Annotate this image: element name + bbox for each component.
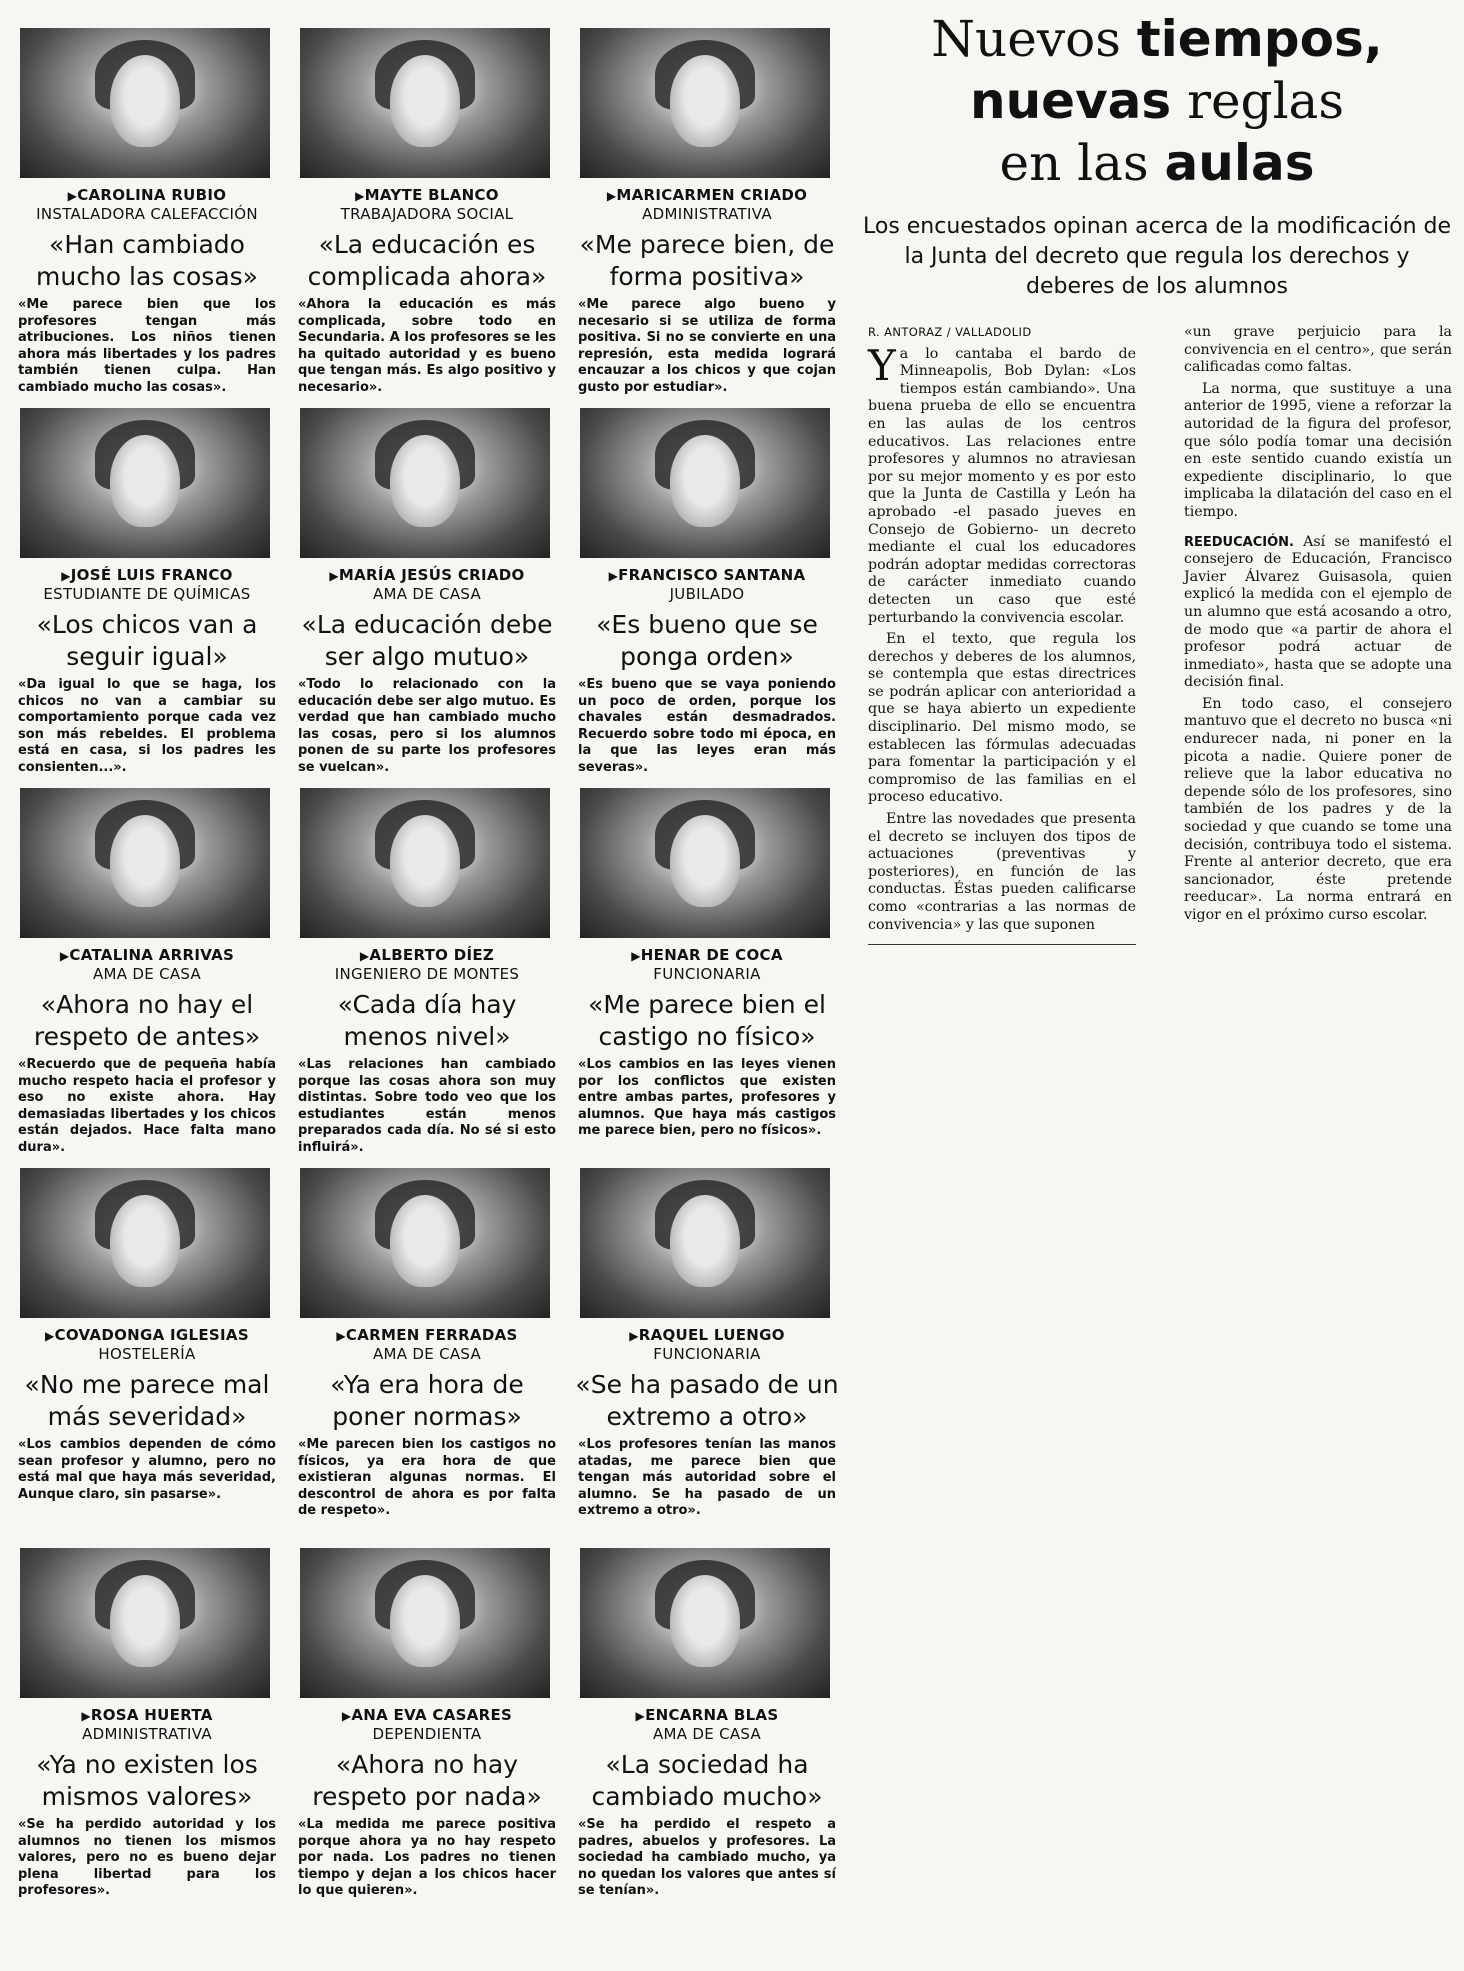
- person-text: «Da igual lo que se haga, los chicos no van a cambiar su comportamiento porque cada vez son más rebeldes. El problema está en casa, si los padres les consienten...».: [18, 677, 276, 775]
- person-job: AMA DE CASA: [652, 1725, 762, 1743]
- person-card: [572, 788, 842, 1163]
- person-card: [292, 788, 562, 1163]
- article-column-right: [1184, 324, 1452, 945]
- person-job: ADMINISTRATIVA: [642, 205, 772, 223]
- headline: Nuevos tiempos, nuevas reglas en las aulas: [931, 10, 1383, 192]
- person-text: «La medida me parece positiva porque ahora ya no hay respeto por nada. Los padres no tienen tiempo y dejan a los chicos hacer lo que quieren».: [298, 1817, 556, 1898]
- drop-cap: Y: [868, 340, 896, 390]
- person-job: HOSTELERÍA: [98, 1345, 196, 1363]
- article-paragraph: «un grave perjuicio para la convivencia en el centro», que serán calificadas como faltas.: [1184, 324, 1452, 376]
- person-card: [292, 408, 562, 783]
- portrait-photo: [20, 1168, 270, 1318]
- person-card: [12, 28, 282, 403]
- person-quote: «Los chicos van a seguir igual»: [36, 610, 258, 671]
- person-text: «Los cambios dependen de cómo sean profesor y alumno, pero no está mal que haya más severidad, Aunque claro, sin pasarse».: [18, 1437, 276, 1502]
- person-name: ▶MARICARMEN CRIADO: [606, 186, 808, 204]
- person-text: «Recuerdo que de pequeña había mucho respeto hacia el profesor y eso no existe ahora. Hay demasiadas libertades y los chicos están dejados. Hace falta mano dura».: [18, 1057, 276, 1155]
- person-quote: «Han cambiado mucho las cosas»: [36, 230, 258, 291]
- person-text: «Me parecen bien los castigos no físicos, ya era hora de que existieran algunas normas. El descontrol de ahora es por falta de respeto».: [298, 1437, 556, 1518]
- person-job: TRABAJADORA SOCIAL: [340, 205, 514, 223]
- person-job: ESTUDIANTE DE QUÍMICAS: [43, 585, 251, 603]
- person-card: [292, 28, 562, 403]
- person-card: [572, 28, 842, 403]
- person-name: ▶RAQUEL LUENGO: [629, 1326, 785, 1344]
- article-paragraph: Ya lo cantaba el bardo de Minneapolis, Bob Dylan: «Los tiempos están cambiando». Una buena prueba de ello se encuentra en las aulas de los centros educativos. Las relaciones entre profesores y alumnos no atraviesan por su mejor momento y es por esto que la Junta de Castilla y León ha aprobado -el pasado jueves en Consejo de Gobierno- un decreto mediante el cual los educadores podrán adoptar medidas correctoras de carácter inmediato cuando detecten un caso que esté perturbando la convivencia escolar.: [868, 340, 1136, 626]
- portrait-photo: [580, 1168, 830, 1318]
- article-paragraph: Entre las novedades que presenta el decreto se incluyen dos tipos de actuaciones (preventivas y posteriores), en función de las conductas. Éstas pueden calificarse como «contrarias a las normas de convivencia» y las que suponen: [868, 811, 1136, 933]
- portrait-photo: [300, 28, 550, 178]
- person-job: AMA DE CASA: [372, 585, 482, 603]
- subheadline: Los encuestados opinan acerca de la modificación de la Junta del decreto que regula los derechos y deberes de los alumnos: [862, 214, 1452, 299]
- person-quote: «Ahora no hay respeto por nada»: [312, 1750, 542, 1811]
- person-quote: «La educación es complicada ahora»: [307, 230, 547, 291]
- person-quote: «La sociedad ha cambiado mucho»: [591, 1750, 823, 1811]
- person-text: «Es bueno que se vaya poniendo un poco de orden, porque los chavales están desmadrados. Recuerdo sobre todo mi época, en la que las leyes eran más severas».: [578, 677, 836, 775]
- person-quote: «Ahora no hay el respeto de antes»: [33, 990, 261, 1051]
- person-job: JUBILADO: [669, 585, 745, 603]
- person-name: ▶MARÍA JESÚS CRIADO: [329, 566, 525, 584]
- article-columns: [862, 324, 1452, 945]
- person-name: ▶CARMEN FERRADAS: [336, 1326, 518, 1344]
- person-quote: «Es bueno que se ponga orden»: [596, 610, 818, 671]
- person-text: «Se ha perdido autoridad y los alumnos no tienen los mismos valores, pero no es bueno dejar plena libertad para los profesores».: [18, 1817, 276, 1898]
- section-kicker: REEDUCACIÓN.: [1184, 534, 1294, 550]
- person-quote: «La educación debe ser algo mutuo»: [301, 610, 553, 671]
- person-text: «Los cambios en las leyes vienen por los conflictos que existen entre ambas partes, profesores y alumnos. Que haya más castigos me parece bien, pero no físicos».: [578, 1057, 836, 1138]
- person-card: [12, 788, 282, 1163]
- article-paragraph: En el texto, que regula los derechos y deberes de los alumnos, se contempla que estas directrices se podrán aplicar con anterioridad a que se haya abierto un expediente disciplinario. Del mismo modo, se establecen las fórmulas adecuadas para fomentar la participación y el compromiso de las familias en el proceso educativo.: [868, 631, 1136, 806]
- person-card: [572, 408, 842, 783]
- person-quote: «Ya era hora de poner normas»: [330, 1370, 524, 1431]
- portrait-photo: [580, 28, 830, 178]
- person-name: ▶ROSA HUERTA: [81, 1706, 213, 1724]
- person-text: «Ahora la educación es más complicada, sobre todo en Secundaria. A los profesores se les ha quitado autoridad y es bueno que tengan más. Es algo positivo y necesario».: [298, 297, 556, 395]
- person-quote: «Me parece bien el castigo no físico»: [588, 990, 826, 1051]
- person-text: «Se ha perdido el respeto a padres, abuelos y profesores. La sociedad ha cambiado mucho, ya no quedan los valores que antes sí se tenían».: [578, 1817, 836, 1898]
- person-job: DEPENDIENTA: [372, 1725, 482, 1743]
- person-name: ▶HENAR DE COCA: [631, 946, 783, 964]
- person-name: ▶MAYTE BLANCO: [355, 186, 499, 204]
- portrait-photo: [20, 408, 270, 558]
- person-text: «Los profesores tenían las manos atadas, me parece bien que tengan más autoridad sobre el alumno. Se ha pasado de un extremo a otro».: [578, 1437, 836, 1518]
- person-text: «Todo lo relacionado con la educación debe ser algo mutuo. Es verdad que han cambiado mucho las cosas, pero si los alumnos ponen de su parte los profesores se vuelcan».: [298, 677, 556, 775]
- article-column-left: [868, 324, 1136, 945]
- person-card: [12, 1168, 282, 1543]
- person-job: ADMINISTRATIVA: [82, 1725, 212, 1743]
- portrait-photo: [20, 788, 270, 938]
- person-job: FUNCIONARIA: [653, 1345, 761, 1363]
- person-name: ▶COVADONGA IGLESIAS: [45, 1326, 249, 1344]
- portrait-photo: [580, 408, 830, 558]
- person-card: [292, 1548, 562, 1923]
- person-card: [292, 1168, 562, 1543]
- person-card: [572, 1168, 842, 1543]
- portrait-photo: [20, 1548, 270, 1698]
- byline: R. ANTORAZ / VALLADOLID: [868, 325, 1032, 339]
- portrait-photo: [300, 1168, 550, 1318]
- person-name: ▶FRANCISCO SANTANA: [608, 566, 806, 584]
- person-job: FUNCIONARIA: [653, 965, 761, 983]
- main-article: [862, 0, 1452, 945]
- person-job: INSTALADORA CALEFACCIÓN: [36, 205, 258, 223]
- person-text: «Me parece algo bueno y necesario si se utiliza de forma positiva. Si no se convierte en una represión, esta medida logrará encauzar a los chicos y que cojan gusto por estudiar».: [578, 297, 836, 395]
- portrait-photo: [580, 788, 830, 938]
- article-paragraph: REEDUCACIÓN. Así se manifestó el consejero de Educación, Francisco Javier Álvarez Guisasola, quien explicó la medida con el ejemplo de un alumno que está acosando a otro, de modo que «a partir de ahora el profesor podrá actuar de inmediato», hasta que se adopte una decisión final.: [1184, 533, 1452, 691]
- person-name: ▶ANA EVA CASARES: [341, 1706, 513, 1724]
- person-text: «Me parece bien que los profesores tengan más atribuciones. Los niños tienen ahora más libertades y los padres también tienen culpa. Han cambiado mucho las cosas».: [18, 297, 276, 395]
- person-card: [12, 408, 282, 783]
- person-quote: «No me parece mal más severidad»: [24, 1370, 270, 1431]
- person-card: [12, 1548, 282, 1923]
- person-job: INGENIERO DE MONTES: [334, 965, 520, 983]
- person-text: «Las relaciones han cambiado porque las cosas ahora son muy distintas. Sobre todo veo que los estudiantes están menos preparados cada día. No sé si esto influirá».: [298, 1057, 556, 1155]
- person-quote: «Me parece bien, de forma positiva»: [579, 230, 835, 291]
- article-paragraph: En todo caso, el consejero mantuvo que el decreto no busca «ni endurecer nada, ni poner en la picota a nadie. Quiere poner de relieve que la labor educativa no depende sólo de los profesores, sino también de los padres y de la sociedad y que cuando se tome una decisión, contribuya todo el sistema. Frente al anterior decreto, que era sancionador, éste pretende reeducar». La norma entrará en vigor en el próximo curso escolar.: [1184, 695, 1452, 923]
- divider-rule: [868, 944, 1136, 945]
- article-paragraph: La norma, que sustituye a una anterior de 1995, viene a reforzar la autoridad de la figura del profesor, que sólo podía tomar una decisión en este sentido cuando existía un expediente disciplinario, lo que implicaba la dilatación del caso en el tiempo.: [1184, 380, 1452, 520]
- portrait-photo: [580, 1548, 830, 1698]
- portrait-photo: [20, 28, 270, 178]
- person-job: AMA DE CASA: [92, 965, 202, 983]
- person-quote: «Ya no existen los mismos valores»: [36, 1750, 258, 1811]
- person-name: ▶JOSÉ LUIS FRANCO: [61, 566, 233, 584]
- portrait-photo: [300, 408, 550, 558]
- person-name: ▶ENCARNA BLAS: [635, 1706, 779, 1724]
- portrait-photo: [300, 788, 550, 938]
- vox-pop-grid: [12, 28, 842, 1928]
- person-quote: «Cada día hay menos nivel»: [337, 990, 517, 1051]
- person-quote: «Se ha pasado de un extremo a otro»: [575, 1370, 839, 1431]
- person-name: ▶ALBERTO DÍEZ: [359, 946, 495, 964]
- person-name: ▶CAROLINA RUBIO: [67, 186, 227, 204]
- person-card: [572, 1548, 842, 1923]
- portrait-photo: [300, 1548, 550, 1698]
- person-name: ▶CATALINA ARRIVAS: [59, 946, 235, 964]
- person-job: AMA DE CASA: [372, 1345, 482, 1363]
